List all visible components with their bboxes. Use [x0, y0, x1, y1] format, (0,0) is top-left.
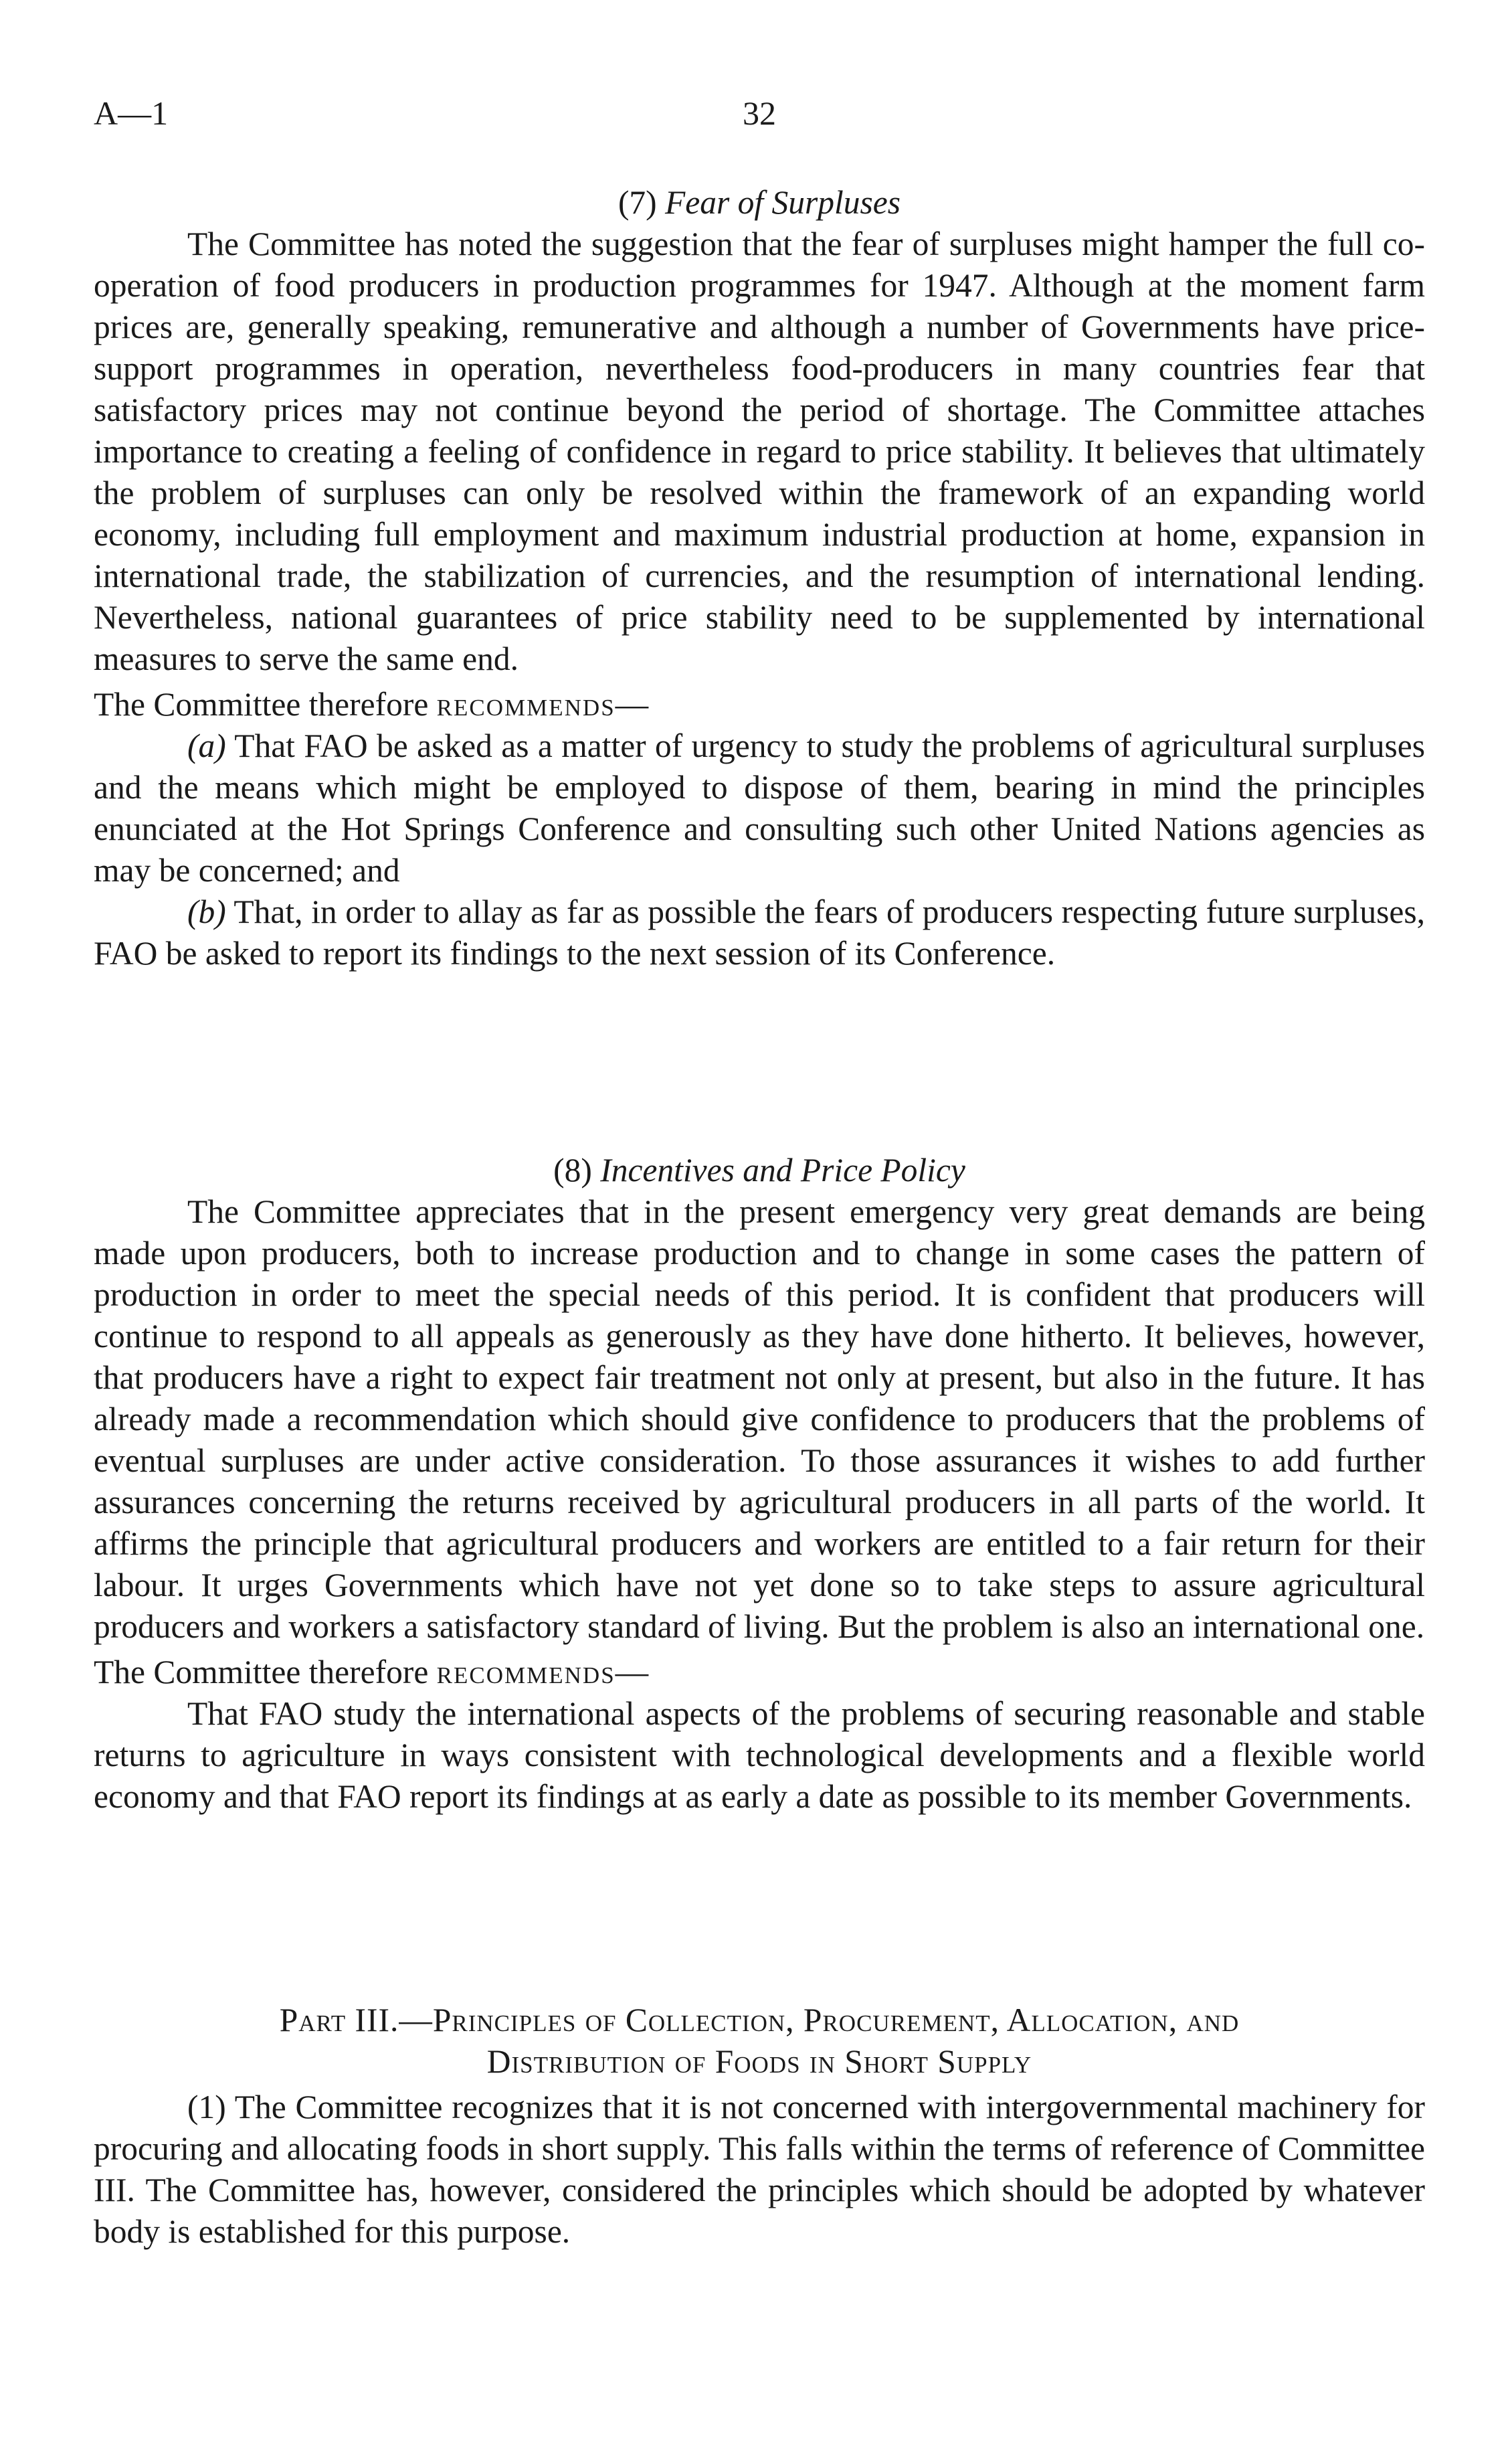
recommendation-item-a [94, 725, 1425, 891]
paragraph: That FAO study the international aspects of the problems of securing reasonable and stable returns to agriculture in ways consistent with technological developments and a flexible world economy and that FAO report its findings at as early a date as possible to its member Governments. [94, 1695, 1425, 1815]
recommends-line [94, 1652, 1425, 1693]
recommends-line [94, 684, 1425, 725]
part-iii [94, 2000, 1425, 2253]
recommends-lead: The Committee therefore [94, 1654, 429, 1690]
item-label: (b) [187, 893, 226, 930]
recommendation-item-b [94, 891, 1425, 974]
item-text: That, in order to allay as far as possible the fears of producers respecting future surpluses, FAO be asked to report its findings to the next session of its Conference. [94, 893, 1425, 972]
paragraph: (1) The Committee recognizes that it is not concerned with intergovernmental machinery for procuring and allocating foods in short supply. This falls within the terms of reference of Committee III. The Committee has, however, considered the principles which should be adopted by whatever body is established for this purpose. [94, 2089, 1425, 2250]
recommends-word: recommends— [436, 686, 650, 723]
document-code: A—1 [94, 94, 169, 132]
section-heading [94, 1150, 1425, 1191]
section-incentives-and-price-policy [94, 1150, 1425, 1818]
paragraph: The Committee appreciates that in the present emergency very great demands are being made upon producers, both to increase production and to change in some cases the pattern of production in order to meet the special needs of this period. It is confident that producers will continue to respond to all appeals as generously as they have done hitherto. It believes, however, that producers have a right to expect fair treatment not only at present, but also in the future. It has already made a recommendation which should give confidence to producers that the problems of eventual surpluses are under active consideration. To those assurances it wishes to add further assurances concerning the returns received by agricultural producers in all parts of the world. It affirms the principle that agricultural producers and workers are entitled to a fair return for their labour. It urges Governments which have not yet done so to take steps to assure agricultural producers and workers a satisfactory standard of living. But the problem is also an international one. [94, 1193, 1425, 1645]
recommends-lead: The Committee therefore [94, 686, 429, 723]
section-heading [94, 182, 1425, 224]
section-title: Incentives and Price Policy [600, 1152, 965, 1189]
part-heading [94, 2000, 1425, 2083]
section-title: Fear of Surpluses [665, 184, 901, 221]
part-heading-line: Part III.—Principles of Collection, Procurement, Allocation, and [279, 2002, 1240, 2038]
running-head [94, 94, 1425, 141]
section-number: (8) [553, 1152, 592, 1189]
section-number: (7) [618, 184, 657, 221]
part-heading-line: Distribution of Foods in Short Supply [486, 2043, 1032, 2080]
item-label: (a) [187, 727, 226, 764]
section-fear-of-surpluses [94, 182, 1425, 974]
paragraph: The Committee has noted the suggestion that the fear of surpluses might hamper the full co-operation of food producers in production programmes for 1947. Although at the moment farm prices are, generally speaking, remunerative and although a number of Governments have price-support programmes in operation, nevertheless food-producers in many countries fear that satisfactory prices may not continue beyond the period of shortage. The Committee attaches importance to creating a feeling of confidence in regard to price stability. It believes that ultimately the problem of surpluses can only be resolved within the framework of an expanding world economy, including full employment and maximum industrial production at home, expansion in international trade, the stabilization of currencies, and the resumption of international lending. Nevertheless, national guarantees of price stability need to be supplemented by international measures to serve the same end. [94, 226, 1425, 677]
page-number: 32 [743, 94, 776, 132]
recommends-word: recommends— [436, 1654, 650, 1690]
item-text: That FAO be asked as a matter of urgency to study the problems of agricultural surpluses and the means which might be employed to dispose of them, bearing in mind the principles enunciated at the Hot Springs Conference and consulting such other United Nations agencies as may be concerned; and [94, 727, 1425, 889]
